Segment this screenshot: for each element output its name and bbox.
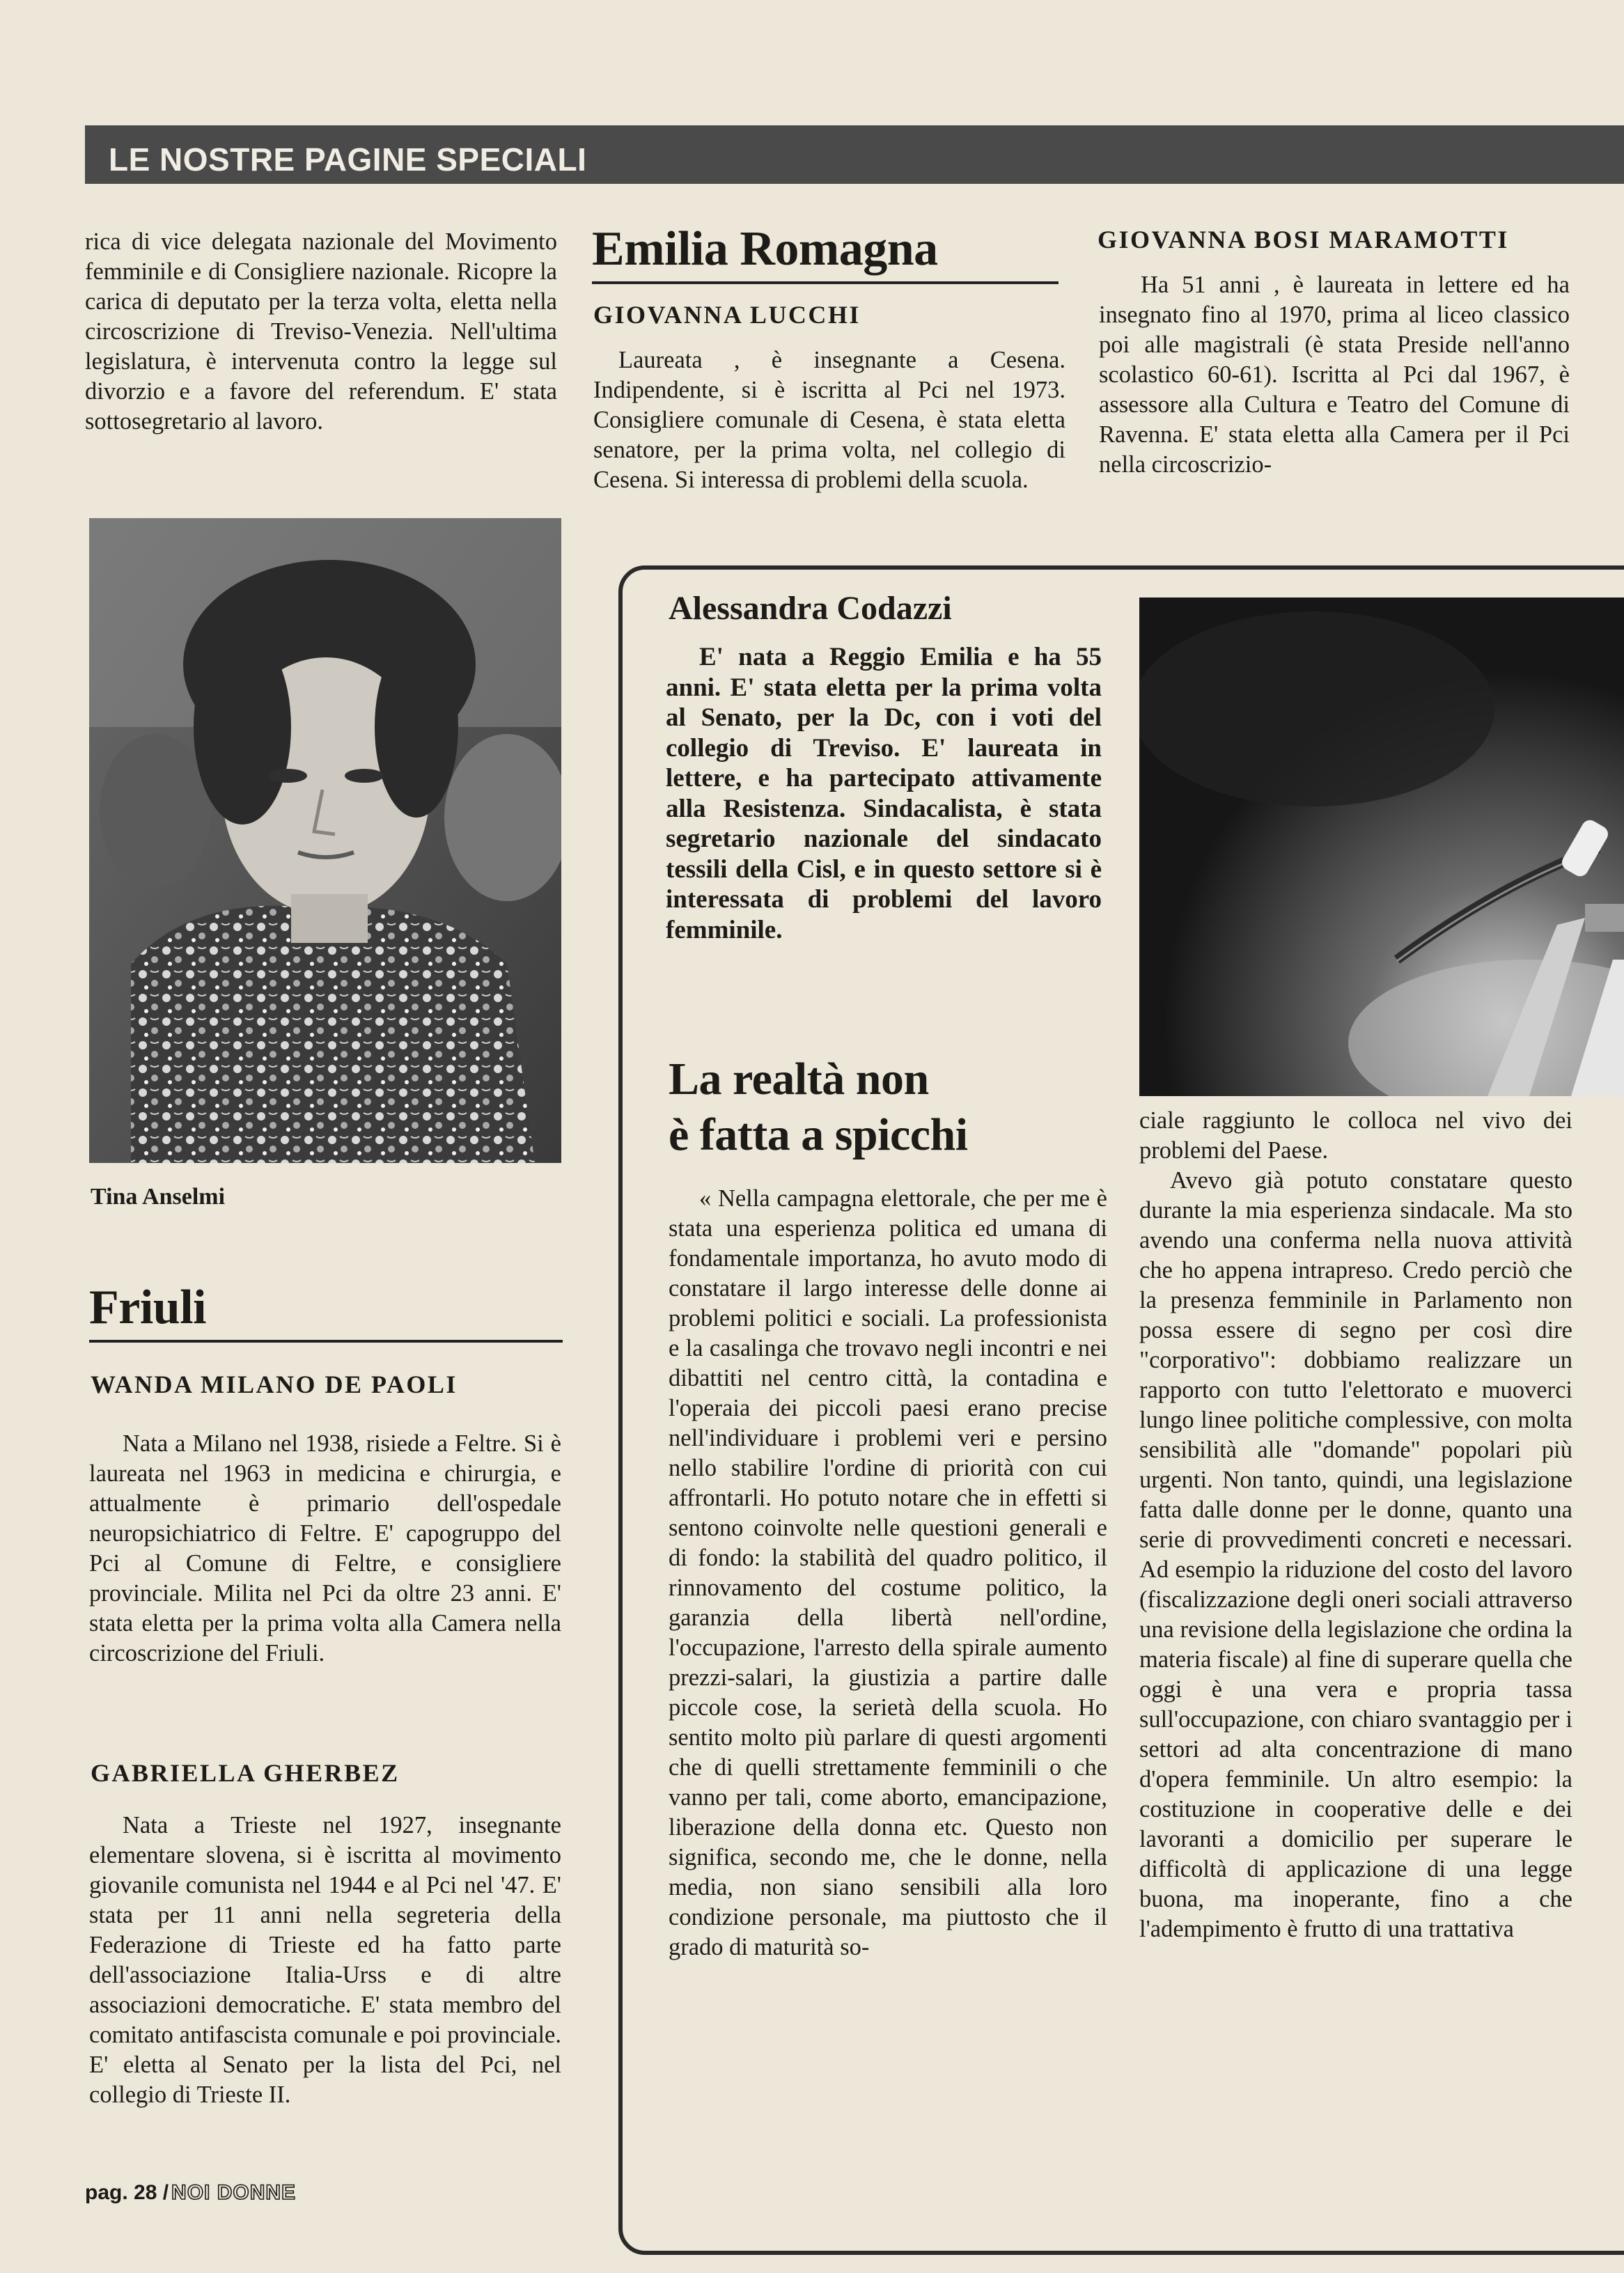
profile-text-wanda-milano: Nata a Milano nel 1938, risiede a Feltre. Si è laureata nel 1963 in medicina e chirurgia, e attualmente è primario dell'ospedale neuropsichiatrico di Feltre. E' capogruppo del Pci al Comune di Feltre, e consigliere provinciale. Milita nel Pci da oltre 23 anni. E' stata eletta per la prima volta alla Camera nella circoscrizione del Friuli. xyxy=(89,1430,561,1666)
profile-text-gabriella-gherbez: Nata a Trieste nel 1927, insegnante elementare slovena, si è iscritta al movimento giovanile comunista nel 1944 e al Pci nel '47. E' stata per 11 anni nella segreteria della Federazione di Trieste ed ha fatto parte dell'associazione Italia-Urss e di altre associazioni democratiche. E' stata membro del comitato antifascista comunale e poi provinciale. E' eletta al Senato per la lista del Pci, nel collegio di Trieste II. xyxy=(89,1812,561,2108)
feature-text-right-1: ciale raggiunto le colloca nel vivo dei problemi del Paese. xyxy=(1139,1107,1572,1164)
profile-name-gabriella-gherbez: GABRIELLA GHERBEZ xyxy=(91,1759,400,1787)
headline-line-1: La realtà non xyxy=(669,1054,929,1104)
headline-line-2: è fatta a spicchi xyxy=(669,1109,968,1160)
region-heading-emilia-romagna: Emilia Romagna xyxy=(592,221,1059,284)
feature-text-right xyxy=(1139,1106,1572,1944)
parliament-microphone-photo xyxy=(1139,597,1624,1096)
portrait-image xyxy=(89,518,561,1163)
feature-text-right-2: Avevo già potuto constatare questo durante la mia esperienza sindacale. Ma sto avendo una conferma nella nuova attività che ho appena intrapreso. Credo perciò che la presenza femminile in Parlamento non possa essere di segno per così dire "corporativo": dobbiamo realizzare un rapporto con tutto l'elettorato e muoverci lungo linee politiche complessive, con molta sensibilità alle "domande" popolari più urgenti. Non tanto, quindi, una legislazione fatta dalle donne per le donne, quanto una serie di provvedimenti concreti e necessari. Ad esempio la riduzione del costo del lavoro (fiscalizzazione degli oneri sociali attraverso una revisione della legislazione che ordina la materia fiscale) al fine di superare quella che oggi è una vera e propria tassa sull'occupazione, con chiaro svantaggio per i settori ad alta concentrazione di mano d'opera femminile. Un altro esempio: la costituzione in cooperative delle e dei lavoranti a domicilio per superare le difficoltà di applicazione di una legge buona, ma inoperante, fino a che l'adempimento è frutto di una trattativa xyxy=(1139,1167,1572,1942)
section-label: LE NOSTRE PAGINE SPECIALI xyxy=(109,141,587,178)
feature-text-left: « Nella campagna elettorale, che per me è stata una esperienza politica ed umana di fondamentale importanza, ho avuto modo di constatare il largo interesse delle donne ai problemi politici e sociali. La professionista e la casalinga che trovavo negli incontri e nei dibattiti nel centro città, la contadina e l'operaia dei piccoli paesi erano precise nell'individuare i problemi veri e persino nello stabilire l'ordine di priorità con cui affrontarli. Ho potuto notare che in effetti si sentono coinvolte nelle questioni generali e di fondo: la stabilità del quadro politico, il rinnovamento del costume politico, la garanzia della libertà nell'ordine, l'occupazione, l'arresto della spirale aumento prezzi-salari, la giustizia a partire dalle piccole cose, la serietà della scuola. Ho sentito molto più parlare di questi argomenti che di quelli strettamente femminili o che vanno per tali, come aborto, emancipazione, liberazione della donna etc. Questo non significa, secondo me, che le donne, nella media, non siano sensibili alla loro condizione personale, ma piuttosto che il grado di maturità so- xyxy=(669,1185,1107,1960)
masthead-logo: NOI DONNE xyxy=(171,2181,297,2204)
feature-headline xyxy=(669,1052,968,1163)
page-footer xyxy=(85,2181,296,2205)
profile-name-wanda-milano: WANDA MILANO DE PAOLI xyxy=(91,1370,458,1398)
feature-bio: E' nata a Reggio Emilia e ha 55 anni. E' stata eletta per la prima volta al Senato, per la Dc, con i voti del collegio di Treviso. E' laureata in lettere, e ha partecipato attivamente alla Resistenza. Sindacalista, è stata segretario nazionale del sindacato tessili della Cisl, e in questo settore si è interessata di problemi del lavoro femminile. xyxy=(666,643,1102,944)
tina-anselmi-photo xyxy=(89,518,561,1163)
profile-text-giovanna-lucchi: Laureata , è insegnante a Cesena. Indipendente, si è iscritta al Pci nel 1973. Consigliere comunale di Cesena, è stata eletta senatore, per la prima volta, nel collegio di Cesena. Si interessa di problemi della scuola. xyxy=(593,347,1065,493)
microphone-image xyxy=(1139,597,1624,1096)
photo-caption: Tina Anselmi xyxy=(91,1184,226,1210)
page-number: pag. 28 / xyxy=(85,2181,169,2204)
feature-name: Alessandra Codazzi xyxy=(669,590,952,627)
profile-name-giovanna-bosi-maramotti: GIOVANNA BOSI MARAMOTTI xyxy=(1098,226,1509,253)
profile-text-giovanna-bosi-maramotti: Ha 51 anni , è laureata in lettere ed ha insegnato fino al 1970, prima al liceo classico poi alle magistrali (è stata Preside nell'anno scolastico 60-61). Iscritta al Pci dal 1967, è assessore alla Cultura e Teatro del Comune di Ravenna. E' stata eletta alla Camera per il Pci nella circoscrizio- xyxy=(1099,272,1570,478)
col1-intro-text: rica di vice delegata nazionale del Movimento femminile e di Consigliere nazionale. Ricopre la carica di deputato per la terza volta, eletta nella circoscrizione di Treviso-Venezia. Nell'ultima legislatura, è intervenuta contro la legge sul divorzio e a favore del referendum. E' stata sottosegretario al lavoro. xyxy=(85,228,557,435)
section-banner xyxy=(85,125,1624,184)
region-heading-friuli: Friuli xyxy=(89,1280,563,1343)
profile-name-giovanna-lucchi: GIOVANNA LUCCHI xyxy=(593,301,861,329)
